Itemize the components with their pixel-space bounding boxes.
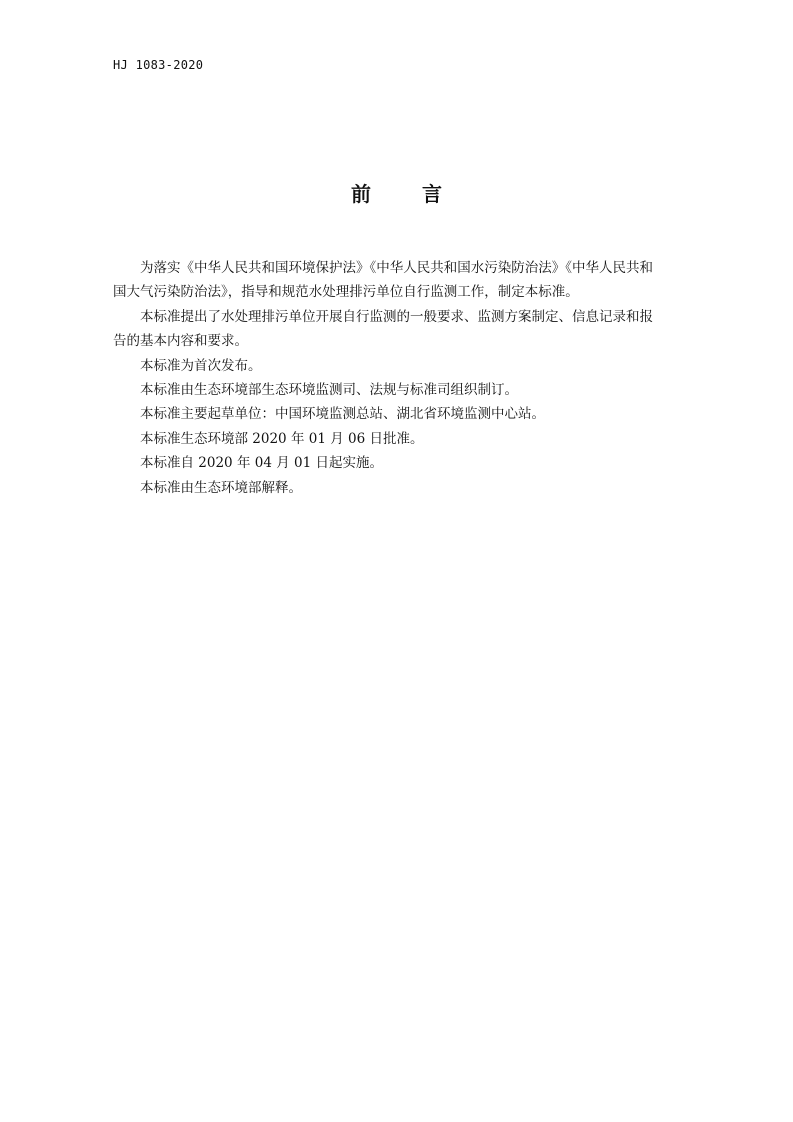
paragraph-first-release [113, 354, 688, 378]
foreword-body [113, 256, 688, 500]
paragraph-line: 本标准为首次发布。 [140, 357, 262, 374]
paragraph-drafters [113, 402, 688, 426]
paragraph-line: 国大气污染防治法》，指导和规范水处理排污单位自行监测工作，制定本标准。 [113, 284, 579, 301]
paragraph-line: 本标准提出了水处理排污单位开展自行监测的一般要求、监测方案制定、信息记录和报 [140, 308, 653, 325]
paragraph-effective-date [113, 451, 688, 475]
paragraph-line: 本标准自 2020 年 04 月 01 日起实施。 [140, 455, 383, 472]
paragraph-interpretation [113, 476, 688, 500]
paragraph-line: 本标准生态环境部 2020 年 01 月 06 日批准。 [140, 430, 424, 447]
paragraph-approval-date [113, 427, 688, 451]
paragraph-scope [113, 305, 688, 354]
paragraph-line: 为落实《中华人民共和国环境保护法》《中华人民共和国水污染防治法》《中华人民共和 [140, 260, 653, 276]
paragraph-line: 本标准由生态环境部生态环境监测司、法规与标准司组织制订。 [140, 382, 518, 399]
paragraph-organizer [113, 378, 688, 402]
standard-code: HJ 1083-2020 [113, 58, 204, 72]
paragraph-line: 本标准主要起草单位：中国环境监测总站、湖北省环境监测中心站。 [140, 406, 545, 423]
paragraph-line: 告的基本内容和要求。 [113, 333, 248, 350]
paragraph-line: 本标准由生态环境部解释。 [140, 479, 302, 496]
page-title: 前 言 [351, 182, 464, 206]
paragraph-purpose [113, 256, 688, 305]
